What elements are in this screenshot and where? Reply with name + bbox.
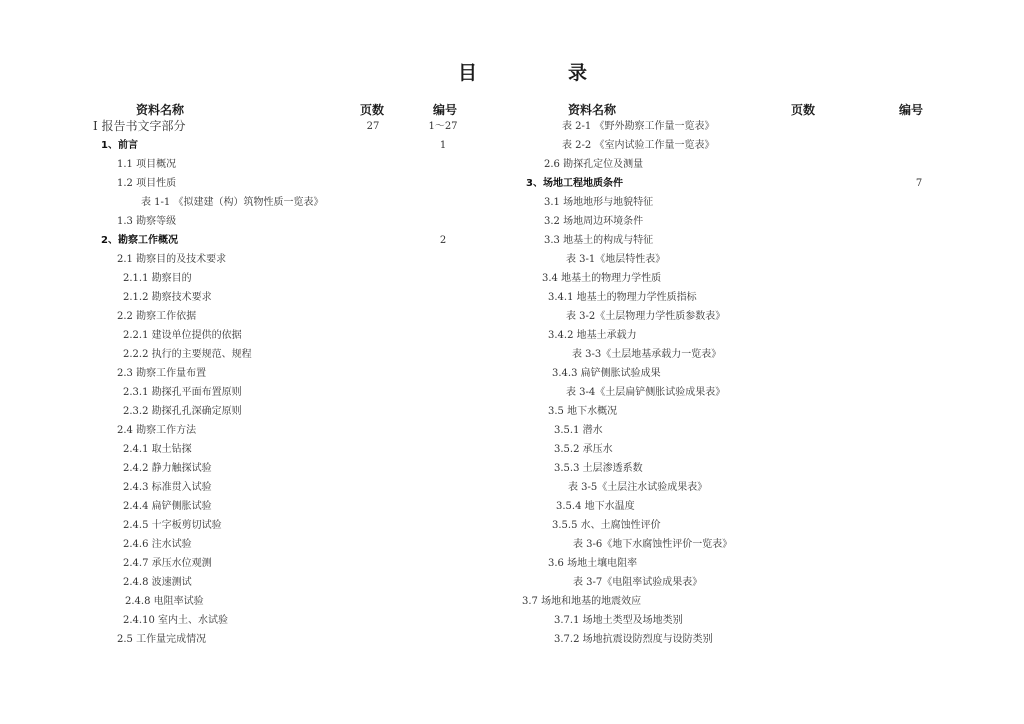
toc-entry-text: 2.3 勘察工作量布置 <box>117 368 207 379</box>
toc-entry-text: 表 3-4《土层扁铲侧胀试验成果表》 <box>566 387 726 398</box>
toc-entry-text: 2.4.8 电阻率试验 <box>125 596 204 607</box>
toc-entry-pages: 27 <box>366 121 380 132</box>
toc-entry-text: 3.4.3 扁铲侧胀试验成果 <box>552 368 661 379</box>
toc-entry-text: 2.4.7 承压水位观测 <box>123 558 212 569</box>
toc-entry-text: 2.4.2 静力触探试验 <box>123 463 212 474</box>
toc-entry-text: 3.4.1 地基土的物理力学性质指标 <box>548 292 697 303</box>
toc-entry-text: 2.5 工作量完成情况 <box>117 634 207 645</box>
toc-entry-text: 3.7.1 场地土类型及场地类别 <box>554 615 683 626</box>
toc-entry-text: 1.3 勘察等级 <box>117 216 177 227</box>
toc-title-left-char: 目 <box>458 62 478 84</box>
toc-entry-text: 2.4.8 波速测试 <box>123 577 192 588</box>
toc-entry-text: 3.7.2 场地抗震设防烈度与设防类别 <box>554 634 713 645</box>
toc-entry-text: 3.5 地下水概况 <box>548 406 618 417</box>
toc-entry-text: 2.4.10 室内土、水试验 <box>123 615 228 626</box>
toc-entry-text: 3、场地工程地质条件 <box>526 178 623 189</box>
toc-entry-text: 2.3.2 勘探孔孔深确定原则 <box>123 406 242 417</box>
toc-entry-number: 2 <box>439 235 447 246</box>
toc-entry-text: 2.4.6 注水试验 <box>123 539 192 550</box>
right-header-number: 编号 <box>899 103 924 117</box>
toc-entry-text: 3.3 地基土的构成与特征 <box>544 235 654 246</box>
toc-entry-text: 表 3-5《土层注水试验成果表》 <box>568 482 708 493</box>
toc-entry-text: 表 3-3《土层地基承载力一览表》 <box>572 349 722 360</box>
toc-entry-text: 表 1-1 《拟建建（构）筑物性质一览表》 <box>141 197 324 208</box>
toc-entry-text: 3.2 场地周边环境条件 <box>544 216 644 227</box>
toc-entry-text: 2.6 勘探孔定位及测量 <box>544 159 644 170</box>
toc-entry-text: 2、勘察工作概况 <box>101 235 178 246</box>
toc-entry-text: 2.1.1 勘察目的 <box>123 273 192 284</box>
left-header-pages: 页数 <box>360 103 385 117</box>
toc-entry-text: 表 2-1 《野外勘察工作量一览表》 <box>562 121 715 132</box>
toc-title-right-char: 录 <box>568 62 588 84</box>
toc-entry-number: 7 <box>915 178 923 189</box>
toc-entry-text: 2.1 勘察目的及技术要求 <box>117 254 227 265</box>
toc-entry-text: 表 2-2 《室内试验工作量一览表》 <box>562 140 715 151</box>
toc-entry-text: 1、前言 <box>101 140 138 151</box>
toc-entry-number: 1 <box>439 140 447 151</box>
toc-entry-text: 3.1 场地地形与地貌特征 <box>544 197 654 208</box>
toc-entry-text: 1.2 项目性质 <box>117 178 177 189</box>
toc-entry-text: 3.5.5 水、土腐蚀性评价 <box>552 520 661 531</box>
toc-entry-text: 3.5.2 承压水 <box>554 444 613 455</box>
toc-entry-text: 3.5.1 潜水 <box>554 425 603 436</box>
toc-entry-text: 2.4.4 扁铲侧胀试验 <box>123 501 212 512</box>
toc-entry-text: 表 3-1《地层特性表》 <box>566 254 666 265</box>
toc-entry-text: Ⅰ 报告书文字部分 <box>93 119 186 133</box>
toc-entry-text: 1.1 项目概况 <box>117 159 177 170</box>
toc-entry-text: 2.4 勘察工作方法 <box>117 425 197 436</box>
left-header-name: 资料名称 <box>136 103 185 117</box>
right-header-name: 资料名称 <box>568 103 617 117</box>
toc-entry-text: 2.4.5 十字板剪切试验 <box>123 520 222 531</box>
toc-entry-text: 表 3-7《电阻率试验成果表》 <box>573 577 703 588</box>
toc-entry-text: 表 3-2《土层物理力学性质参数表》 <box>566 311 726 322</box>
toc-entry-text: 3.5.4 地下水温度 <box>556 501 635 512</box>
toc-entry-text: 表 3-6《地下水腐蚀性评价一览表》 <box>573 539 733 550</box>
toc-entry-text: 3.7 场地和地基的地震效应 <box>522 596 642 607</box>
toc-entry-text: 2.4.1 取土钻探 <box>123 444 192 455</box>
toc-entry-text: 3.4 地基土的物理力学性质 <box>542 273 662 284</box>
toc-entry-text: 3.5.3 土层渗透系数 <box>554 463 643 474</box>
toc-entry-text: 3.6 场地土壤电阻率 <box>548 558 638 569</box>
toc-entry-text: 2.4.3 标准贯入试验 <box>123 482 212 493</box>
toc-entry-text: 3.4.2 地基土承载力 <box>548 330 637 341</box>
toc-entry-text: 2.3.1 勘探孔平面布置原则 <box>123 387 242 398</box>
right-header-pages: 页数 <box>791 103 816 117</box>
left-header-number: 编号 <box>433 103 458 117</box>
toc-entry-text: 2.2.2 执行的主要规范、规程 <box>123 349 252 360</box>
toc-entry-text: 2.2.1 建设单位提供的依据 <box>123 330 242 341</box>
toc-entry-text: 2.1.2 勘察技术要求 <box>123 292 212 303</box>
toc-entry-text: 2.2 勘察工作依据 <box>117 311 197 322</box>
toc-entry-number: 1～27 <box>428 121 458 132</box>
